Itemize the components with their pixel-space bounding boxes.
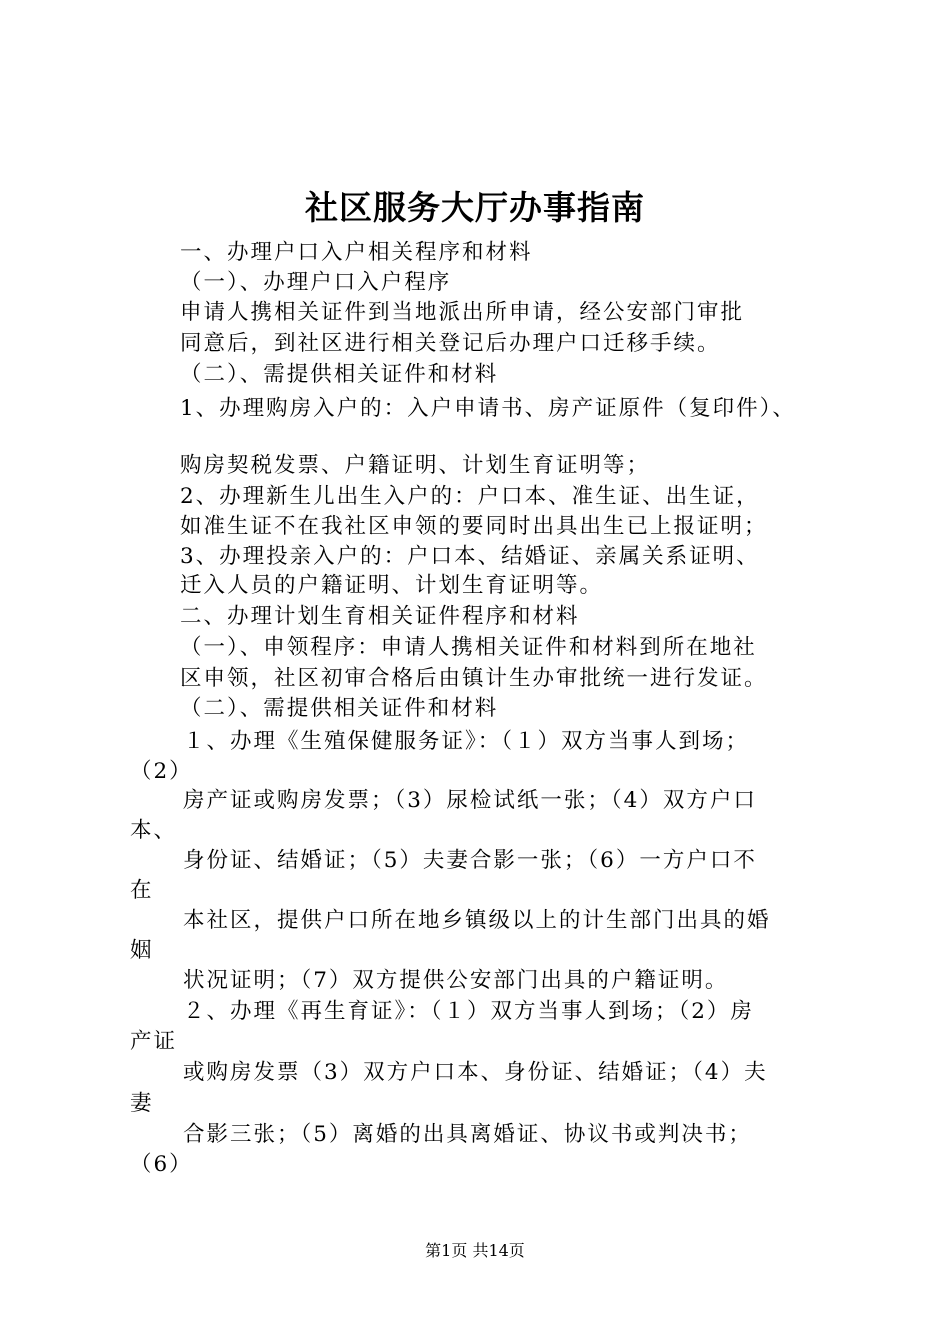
paragraph-line: 同意后，到社区进行相关登记后办理户口迁移手续。 bbox=[180, 331, 721, 356]
section-heading: 二、办理计划生育相关证件程序和材料 bbox=[180, 604, 580, 629]
paragraph-line: 申请人携相关证件到当地派出所申请，经公安部门审批 bbox=[180, 300, 745, 325]
paragraph-line: （2） bbox=[130, 759, 193, 784]
paragraph-line: ２、办理《再生育证》：（１）双方当事人到场；（2）房 bbox=[183, 999, 754, 1024]
paragraph-line: 1、办理购房入户的：入户申请书、房产证原件（复印件）、 bbox=[180, 396, 796, 421]
paragraph-line: 区申领，社区初审合格后由镇计生办审批统一进行发证。 bbox=[180, 666, 768, 691]
paragraph-line: （一）、申领程序：申请人携相关证件和材料到所在地社 bbox=[180, 635, 757, 660]
paragraph-line: １、办理《生殖保健服务证》：（１）双方当事人到场； bbox=[183, 729, 750, 754]
paragraph-line: 身份证、结婚证；（5）夫妻合影一张；（6）一方户口不 bbox=[183, 848, 757, 873]
subsection-heading: （一）、办理户口入户程序 bbox=[180, 270, 452, 295]
paragraph-line: （6） bbox=[130, 1152, 193, 1177]
paragraph-line: 姻 bbox=[130, 938, 154, 963]
paragraph-line: 本社区，提供户口所在地乡镇级以上的计生部门出具的婚 bbox=[183, 908, 771, 933]
page-number: 第1页 共14页 bbox=[425, 1241, 525, 1260]
paragraph-line: 迁入人员的户籍证明、计划生育证明等。 bbox=[180, 573, 604, 598]
paragraph-line: 房产证或购房发票；（3）尿检试纸一张；（4）双方户口 bbox=[183, 788, 757, 813]
paragraph-line: 产证 bbox=[130, 1029, 178, 1054]
paragraph-line: 购房契税发票、户籍证明、计划生育证明等； bbox=[180, 453, 651, 478]
section-heading: 一、办理户口入户相关程序和材料 bbox=[180, 240, 533, 265]
subsection-heading: （二）、需提供相关证件和材料 bbox=[180, 362, 499, 387]
document-title: 社区服务大厅办事指南 bbox=[305, 188, 645, 227]
paragraph-line: 在 bbox=[130, 878, 154, 903]
subsection-heading: （二）、需提供相关证件和材料 bbox=[180, 696, 499, 721]
paragraph-line: 妻 bbox=[130, 1091, 154, 1116]
paragraph-line: 合影三张；（5）离婚的出具离婚证、协议书或判决书； bbox=[183, 1122, 752, 1147]
paragraph-line: 2、办理新生儿出生入户的：户口本、准生证、出生证， bbox=[180, 484, 760, 509]
paragraph-line: 3、办理投亲入户的：户口本、结婚证、亲属关系证明、 bbox=[180, 544, 760, 569]
paragraph-line: 本、 bbox=[130, 818, 178, 843]
paragraph-line: 如准生证不在我社区申领的要同时出具出生已上报证明； bbox=[180, 514, 768, 539]
paragraph-line: 状况证明；（7）双方提供公安部门出具的户籍证明。 bbox=[183, 968, 729, 993]
paragraph-line: 或购房发票（3）双方户口本、身份证、结婚证；（4）夫 bbox=[183, 1060, 768, 1085]
